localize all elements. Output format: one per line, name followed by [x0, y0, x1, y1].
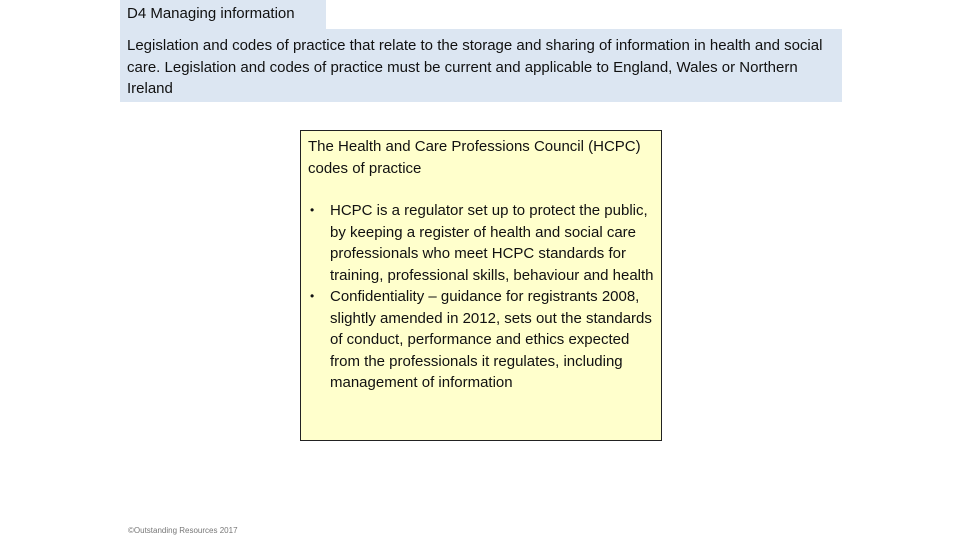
bullet-icon: •: [310, 289, 315, 303]
copyright-footer: [128, 526, 238, 535]
slide-title-text: D4 Managing information: [127, 5, 295, 22]
intro-box: [120, 29, 842, 102]
bullet-icon: •: [310, 203, 315, 217]
list-item: [308, 286, 655, 394]
bullet-text: HCPC is a regulator set up to protect the public, by keeping a register of health and social care professionals who meet HCPC standards for training, professional skills, behaviour and health: [330, 202, 654, 284]
note-heading: The Health and Care Professions Council (HCPC) codes of practice: [308, 138, 641, 177]
hcpc-note-box: [300, 130, 662, 441]
intro-text: Legislation and codes of practice that relate to the storage and sharing of information in health and social care. Legislation and codes of practice must be current and applicable to England, Wales or Northern Ireland: [127, 37, 823, 97]
bullet-list: [308, 200, 655, 394]
list-item: [308, 200, 655, 286]
copyright-text: ©Outstanding Resources 2017: [128, 526, 238, 535]
bullet-text: Confidentiality – guidance for registrants 2008, slightly amended in 2012, sets out the standards of conduct, performance and ethics expected from the professionals it regulates, including management of information: [330, 288, 652, 391]
slide-title: [120, 0, 326, 30]
